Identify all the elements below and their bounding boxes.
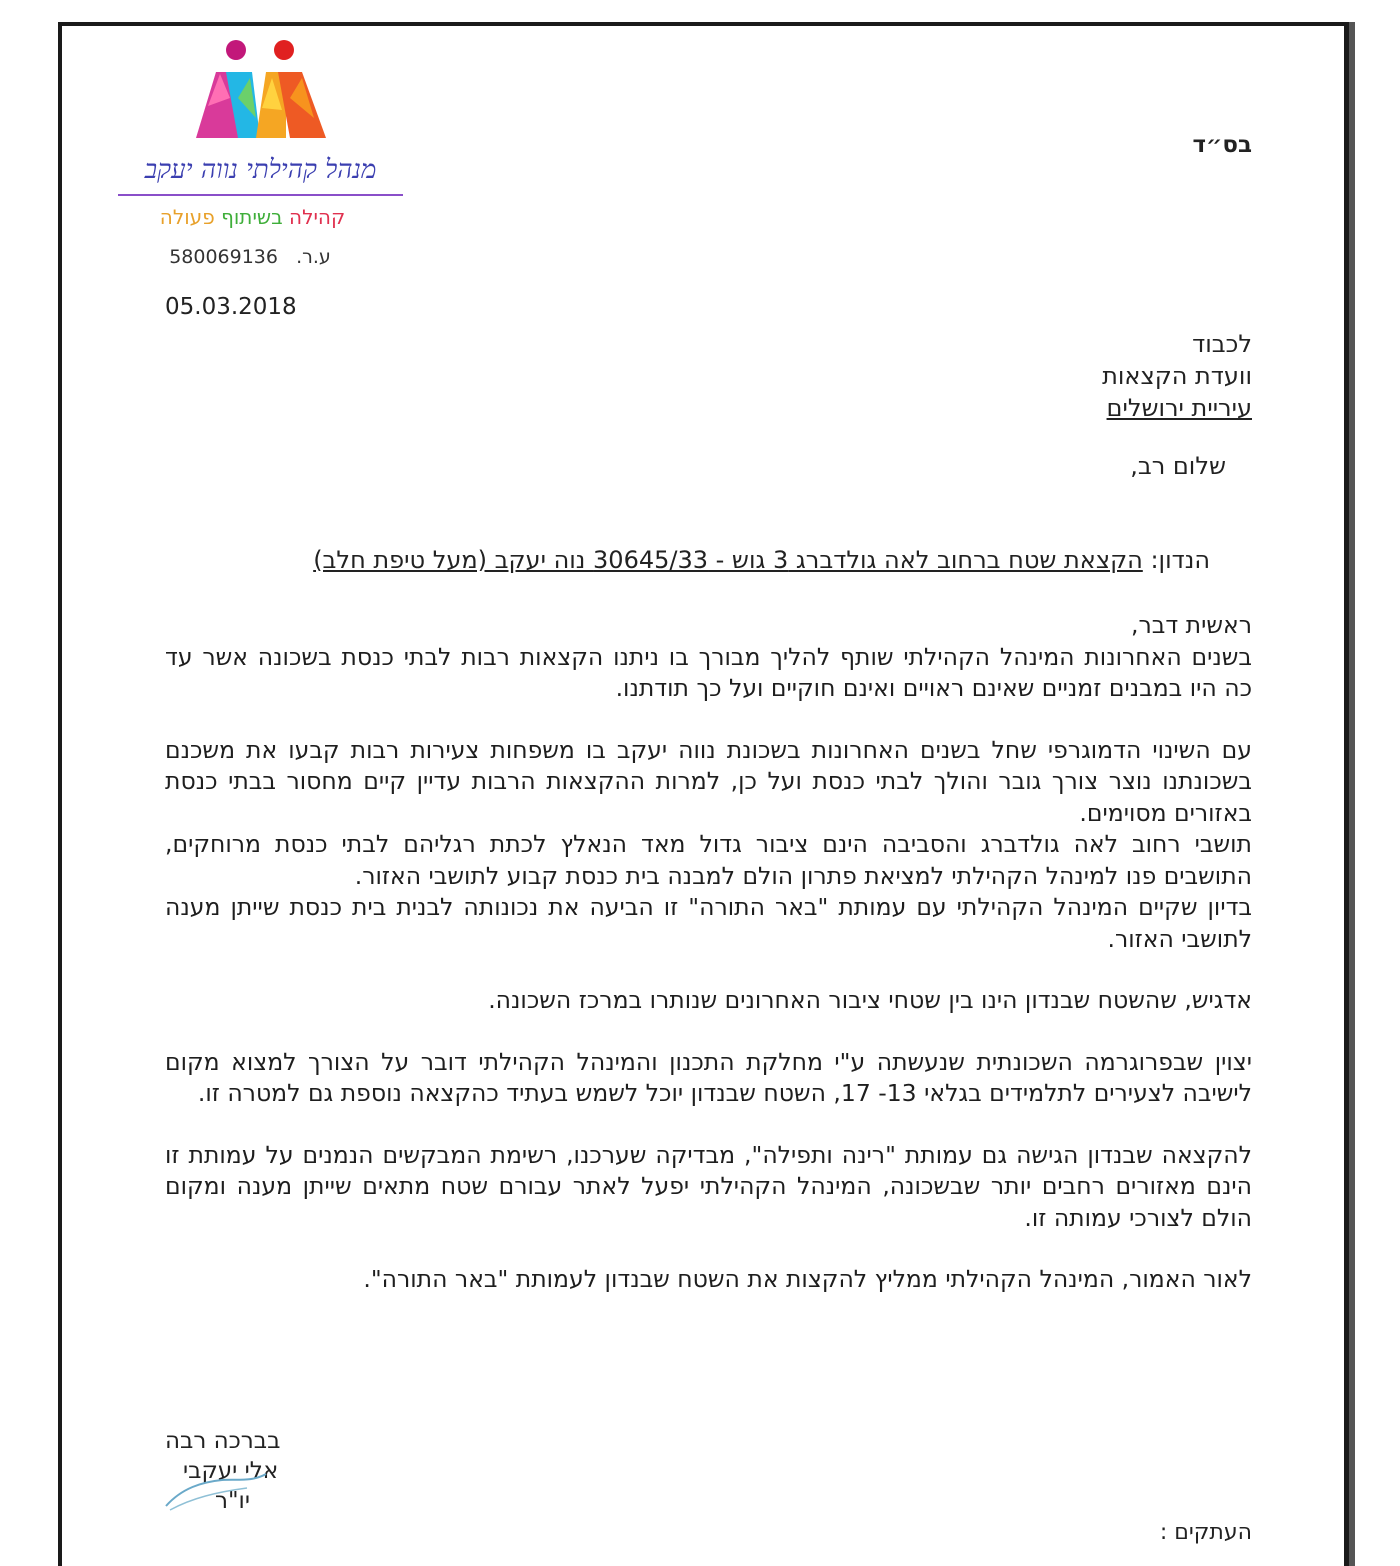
- signer-title: יו"ר: [215, 1488, 250, 1514]
- recipient-block: [1102, 328, 1252, 424]
- handwritten-signature: [162, 1468, 272, 1513]
- registration-label: ע.ר.: [296, 246, 331, 268]
- body-conclusion: לאור האמור, המינהל הקהילתי ממליץ להקצות את השטח שבנדון לעמותת "באר התורה".: [363, 1265, 1252, 1293]
- registration-number: [150, 246, 350, 268]
- tagline-word-2: בשיתוף: [221, 205, 283, 229]
- body-paragraph: תושבי רחוב לאה גולדברג והסביבה הינם ציבור גדול מאד הנאלץ לכתת רגליהם לבתי כנסת מרוחקים, התושבים פנו למינהל הקהילתי למציאת פתרון הולם למבנה בית כנסת קבוע לתושבי האזור.: [165, 830, 1252, 890]
- subject-label: הנדון:: [1150, 546, 1210, 574]
- organization-name: מנהל קהילתי נווה יעקב: [144, 155, 377, 185]
- recipient-municipality: עיריית ירושלים: [1106, 394, 1252, 422]
- subject-line: [313, 546, 1210, 574]
- letter-body: [165, 610, 1252, 1296]
- recipient-committee: וועדת הקצאות: [1102, 362, 1252, 390]
- body-paragraph: להקצאה שבנדון הגישה גם עמותת "רינה ותפילה", מבדיקה שערכנו, רשימת המבקשים הנמנים על עמותת זו הינם מאזורים רחבים יותר שבשכונה, המינהל הקהילתי יפעל לאתר עבורם שטח מתאים שייתן מענה ומקום הולם לצורכי עמותה זו.: [165, 1140, 1252, 1232]
- body-paragraph: עם השינוי הדמוגרפי שחל בשנים האחרונות בשכונת נווה יעקב בו משפחות צעירות רבות קבעו את משכנם בשכונתנו נוצר צורך גובר והולך לבתי כנסת ועל כן, למרות ההקצאות הרבות עדיין קיים מחסור בבתי כנסת באזורים מסוימים.: [165, 735, 1252, 827]
- letter-date: 05.03.2018: [165, 294, 297, 320]
- copies-label: העתקים :: [1159, 1520, 1252, 1545]
- tagline-word-1: קהילה: [289, 205, 346, 229]
- subject-text: הקצאת שטח ברחוב לאה גולדברג 3 גוש - 30645/33 נוה יעקב (מעל טיפת חלב): [313, 546, 1143, 574]
- tagline-word-3: פעולה: [159, 205, 215, 229]
- greeting: שלום רב,: [1130, 452, 1226, 480]
- body-paragraph: יצוין שבפרוגרמה השכונתית שנעשתה ע"י מחלקת התכנון והמינהל הקהילתי דובר על הצורך למצוא מקום לישיבה לצעירים לתלמידים בגלאי 13- 17, השטח שבנדון יוכל לשמש בעתיד כהקצאה נוספת גם למטרה זו.: [165, 1047, 1252, 1107]
- community-logo: [190, 38, 330, 142]
- body-opening: ראשית דבר,: [1131, 611, 1252, 639]
- body-paragraph: אדגיש, שהשטח שבנדון הינו בין שטחי ציבור האחרונים שנותרו במרכז השכונה.: [488, 986, 1252, 1014]
- bsd-header: בס״ד: [1192, 132, 1252, 158]
- organization-tagline: [150, 205, 355, 229]
- body-paragraph: בשנים האחרונות המינהל הקהילתי שותף להליך מבורך בו ניתנו הקצאות רבות לבתי כנסת בשכונה אשר עד כה היו במבנים זמניים שאינם ראויים ואינם חוקיים ועל כך תודתנו.: [165, 642, 1252, 702]
- signer-name: אלי יעקבי: [183, 1458, 279, 1484]
- organization-underline: [118, 194, 403, 196]
- recipient-to: לכבוד: [1192, 330, 1252, 358]
- registration-value: 580069136: [169, 246, 278, 268]
- body-paragraph: בדיון שקיים המינהל הקהילתי עם עמותת "באר התורה" זו הביעה את נכונותה לבנית בית כנסת שייתן מענה לתושבי האזור.: [165, 893, 1252, 953]
- closing-regards: בברכה רבה: [165, 1428, 281, 1454]
